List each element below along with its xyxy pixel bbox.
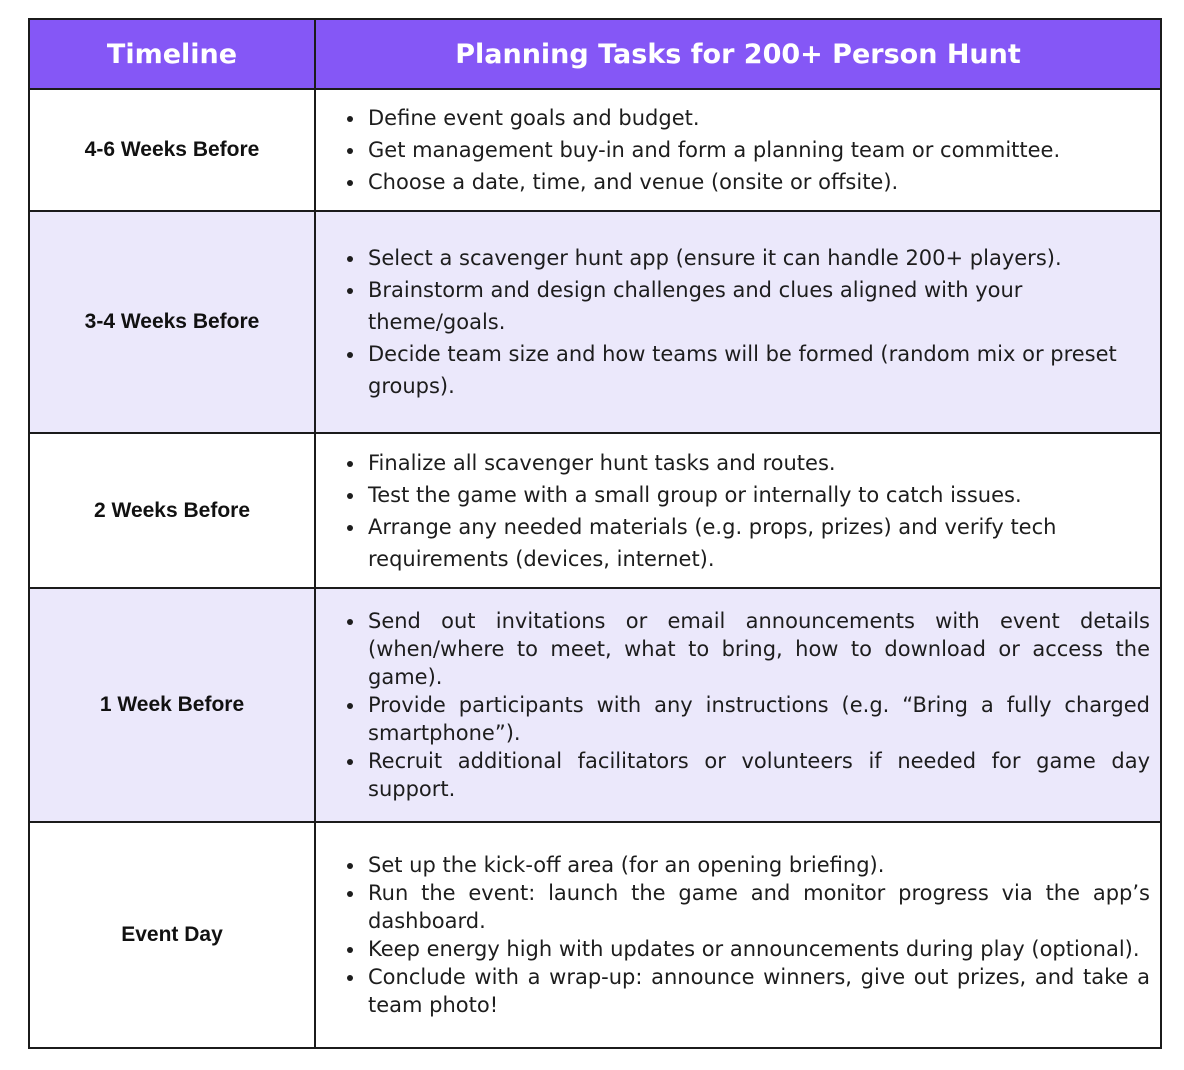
tasks-column-header: Planning Tasks for 200+ Person Hunt <box>315 19 1161 89</box>
tasks-cell <box>315 588 1161 822</box>
tasks-cell <box>315 822 1161 1048</box>
task-item: • Set up the kick-off area (for an opening briefing). <box>366 851 1150 879</box>
task-item: • Get management buy-in and form a planning team or committee. <box>366 134 1150 166</box>
task-list <box>316 607 1160 803</box>
task-item: • Send out invitations or email announcements with event details (when/where to meet, what to bring, how to download or access the game). <box>366 607 1150 691</box>
timeline-cell: 2 Weeks Before <box>29 433 315 588</box>
task-item: • Test the game with a small group or internally to catch issues. <box>366 479 1150 511</box>
task-item: • Choose a date, time, and venue (onsite or offsite). <box>366 166 1150 198</box>
table-row <box>29 211 1161 433</box>
task-list <box>316 851 1160 1019</box>
task-item: • Recruit additional facilitators or volunteers if needed for game day support. <box>366 747 1150 803</box>
task-item: • Finalize all scavenger hunt tasks and routes. <box>366 447 1150 479</box>
task-list <box>316 242 1160 402</box>
task-item: • Conclude with a wrap-up: announce winners, give out prizes, and take a team photo! <box>366 963 1150 1019</box>
task-item: • Decide team size and how teams will be formed (random mix or preset groups). <box>366 338 1150 402</box>
table-row <box>29 822 1161 1048</box>
timeline-cell: 4-6 Weeks Before <box>29 89 315 211</box>
table-body <box>29 89 1161 1048</box>
planning-timeline-table <box>28 18 1162 1049</box>
table-row <box>29 89 1161 211</box>
table-header <box>29 19 1161 89</box>
task-item: • Arrange any needed materials (e.g. props, prizes) and verify tech requirements (devices, internet). <box>366 511 1150 575</box>
header-row <box>29 19 1161 89</box>
timeline-cell: Event Day <box>29 822 315 1048</box>
task-list <box>316 102 1160 198</box>
tasks-cell <box>315 433 1161 588</box>
task-item: • Brainstorm and design challenges and clues aligned with your theme/goals. <box>366 274 1150 338</box>
timeline-cell: 1 Week Before <box>29 588 315 822</box>
task-item: • Select a scavenger hunt app (ensure it can handle 200+ players). <box>366 242 1150 274</box>
task-item: • Run the event: launch the game and monitor progress via the app’s dashboard. <box>366 879 1150 935</box>
task-list <box>316 447 1160 575</box>
table-row <box>29 588 1161 822</box>
tasks-cell <box>315 89 1161 211</box>
task-item: • Provide participants with any instructions (e.g. “Bring a fully charged smartphone”). <box>366 691 1150 747</box>
timeline-cell: 3-4 Weeks Before <box>29 211 315 433</box>
task-item: • Define event goals and budget. <box>366 102 1150 134</box>
timeline-column-header: Timeline <box>29 19 315 89</box>
table-row <box>29 433 1161 588</box>
tasks-cell <box>315 211 1161 433</box>
task-item: • Keep energy high with updates or announcements during play (optional). <box>366 935 1150 963</box>
